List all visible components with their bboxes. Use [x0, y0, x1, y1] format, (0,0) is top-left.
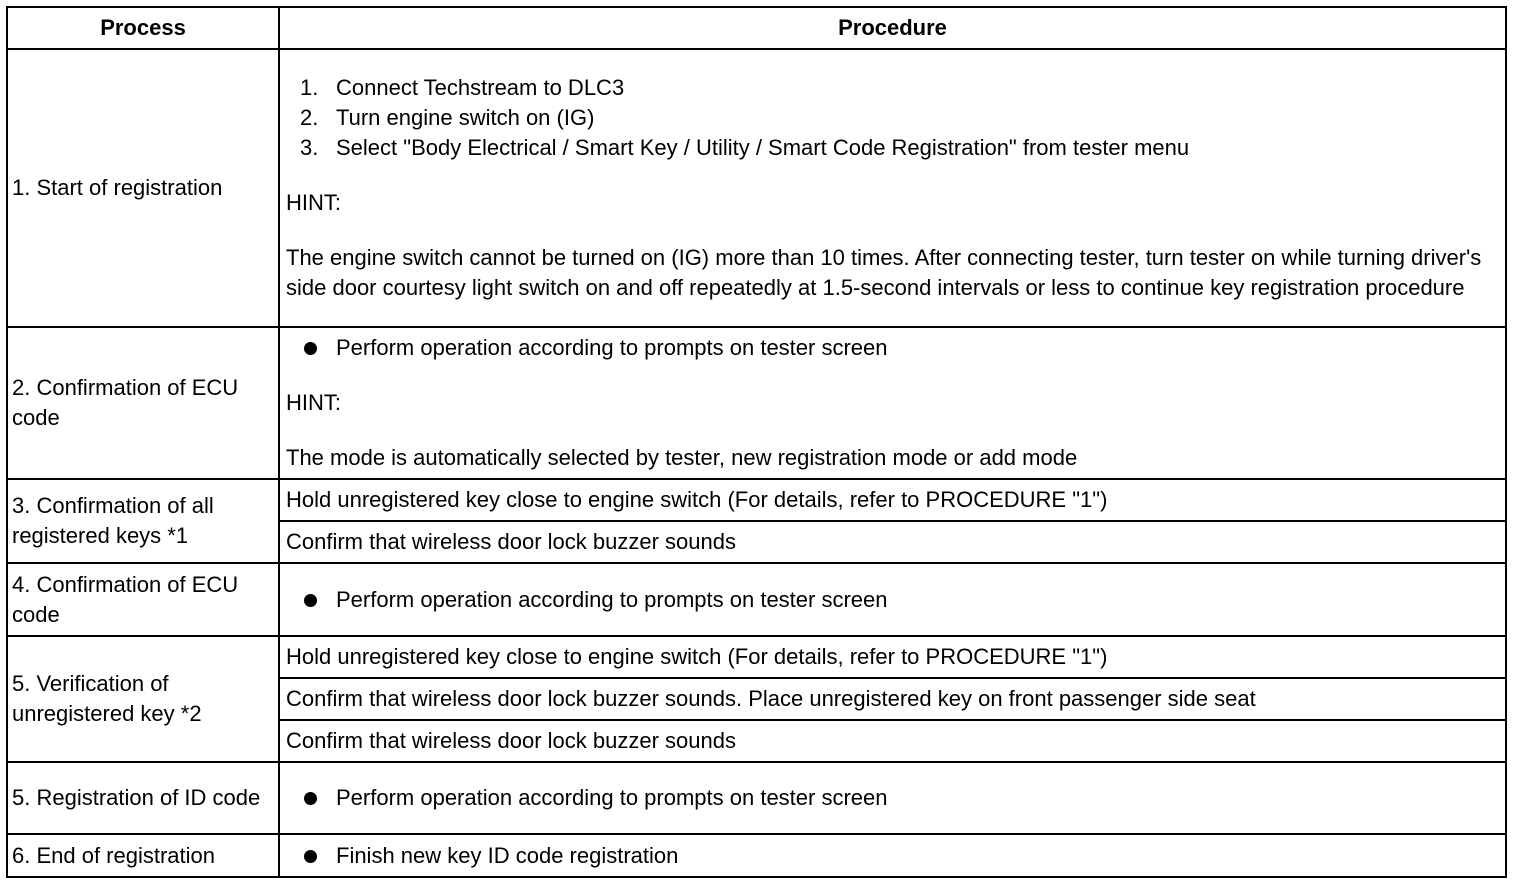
bullet-icon — [304, 792, 317, 805]
step-list — [300, 73, 1499, 163]
hint-label: HINT: — [286, 190, 341, 215]
bullet-text: Perform operation according to prompts on tester screen — [336, 586, 888, 612]
step-text: Turn engine switch on (IG) — [336, 105, 595, 130]
procedure-cell — [279, 327, 1506, 479]
step-text: Select "Body Electrical / Smart Key / Utility / Smart Code Registration" from tester menu — [336, 135, 1190, 160]
table-row — [7, 479, 1506, 521]
process-column-header: Process — [7, 7, 279, 49]
list-item — [300, 103, 1499, 133]
procedure-cell: Confirm that wireless door lock buzzer sounds — [279, 720, 1506, 762]
table-row — [7, 49, 1506, 327]
process-cell: 5. Registration of ID code — [7, 762, 279, 834]
bullet-item — [286, 783, 1499, 813]
process-cell: 1. Start of registration — [7, 49, 279, 327]
procedure-cell — [279, 563, 1506, 636]
header-row — [7, 7, 1506, 49]
list-item — [300, 73, 1499, 103]
procedure-cell: Hold unregistered key close to engine switch (For details, refer to PROCEDURE "1") — [279, 479, 1506, 521]
procedure-cell — [279, 49, 1506, 327]
hint-text: The mode is automatically selected by tester, new registration mode or add mode — [286, 445, 1078, 470]
registration-procedure-table — [6, 6, 1507, 878]
procedure-cell — [279, 762, 1506, 834]
table-row — [7, 834, 1506, 877]
step-number: 3. — [300, 135, 319, 160]
list-item — [300, 133, 1499, 163]
procedure-cell: Hold unregistered key close to engine switch (For details, refer to PROCEDURE "1") — [279, 636, 1506, 678]
process-cell: 6. End of registration — [7, 834, 279, 877]
bullet-text: Perform operation according to prompts on tester screen — [336, 335, 888, 360]
bullet-icon — [304, 850, 317, 863]
table-row — [7, 563, 1506, 636]
procedure-cell: Confirm that wireless door lock buzzer sounds. Place unregistered key on front passenger side seat — [279, 678, 1506, 720]
bullet-item — [286, 333, 1499, 363]
step-number: 1. — [300, 75, 319, 100]
step-text: Connect Techstream to DLC3 — [336, 75, 625, 100]
hint-text: The engine switch cannot be turned on (IG) more than 10 times. After connecting tester, turn tester on while turning driver's side door courtesy light switch on and off repeatedly at 1.5-second intervals or less to continue key registration procedure — [286, 245, 1482, 300]
process-cell: 2. Confirmation of ECU code — [7, 327, 279, 479]
table-row — [7, 636, 1506, 678]
procedure-cell — [279, 834, 1506, 877]
table-row — [7, 327, 1506, 479]
bullet-icon — [304, 594, 317, 607]
hint-label: HINT: — [286, 390, 341, 415]
procedure-cell: Confirm that wireless door lock buzzer sounds — [279, 521, 1506, 563]
table-row — [7, 762, 1506, 834]
bullet-text: Finish new key ID code registration — [336, 842, 679, 868]
procedure-column-header: Procedure — [279, 7, 1506, 49]
bullet-item — [286, 585, 1499, 615]
bullet-icon — [304, 342, 317, 355]
process-cell: 3. Confirmation of all registered keys *1 — [7, 479, 279, 563]
bullet-item — [286, 841, 1499, 871]
bullet-text: Perform operation according to prompts on tester screen — [336, 785, 888, 810]
process-cell: 5. Verification of unregistered key *2 — [7, 636, 279, 762]
process-cell: 4. Confirmation of ECU code — [7, 563, 279, 636]
step-number: 2. — [300, 105, 319, 130]
